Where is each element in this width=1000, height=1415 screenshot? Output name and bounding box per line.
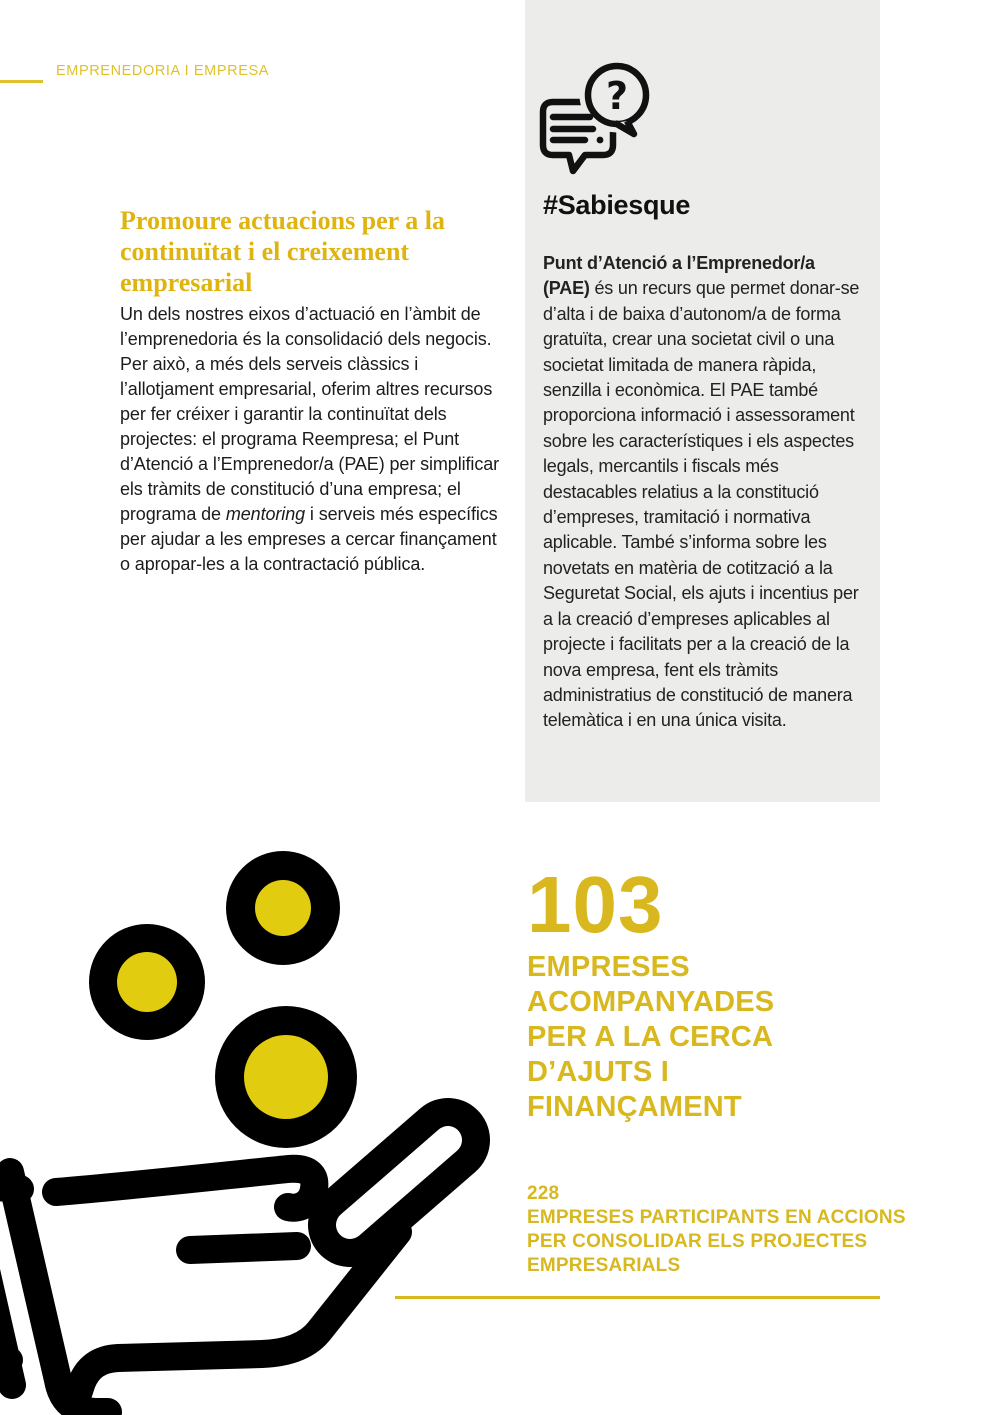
article-body-italic: mentoring bbox=[225, 504, 306, 524]
secondary-stat-value: 228 bbox=[527, 1183, 560, 1204]
article-body bbox=[120, 302, 500, 577]
primary-stat-label: EMPRESES ACOMPANYADES PER A LA CERCA D’AJUTS I FINANÇAMENT bbox=[527, 951, 775, 1123]
hand-with-coins-illustration bbox=[0, 820, 500, 1415]
sidebox-body bbox=[543, 251, 865, 734]
coin-icons bbox=[89, 851, 357, 1148]
article-body-start: Un dels nostres eixos d’actuació en l’àmbit de l’emprenedoria és la consolidació dels negocis. Per això, a més dels serveis clàssics i l’allotjament empresarial, oferim altres recursos per fer créixer i garantir la continuïtat dels projectes: el programa Reempresa; el Punt d’Atenció a l’Emprenedor/a (PAE) per simplificar els tràmits de constitució d’una empresa; el programa de bbox=[120, 304, 500, 524]
chat-question-icon bbox=[535, 52, 665, 187]
svg-text:?: ? bbox=[605, 74, 629, 118]
sidebox-lead-bold: Punt d’Atenció a l’Emprenedor/a (PAE) bbox=[543, 253, 815, 299]
secondary-stat bbox=[527, 1182, 939, 1278]
primary-stat-value: 103 bbox=[527, 860, 664, 949]
sabiesque-box bbox=[525, 0, 880, 802]
section-eyebrow: EMPRENEDORIA I EMPRESA bbox=[56, 63, 270, 79]
sidebox-title: #Sabiesque bbox=[543, 190, 691, 220]
article-body-end: i serveis més específics per ajudar a les empreses a cercar finançament o apropar-les a la contractació pública. bbox=[120, 504, 498, 574]
sidebox-body-text: és un recurs que permet donar-se d’alta i de baixa d’autonom/a de forma gratuïta, crear una societat civil o una societat limitada de manera ràpida, senzilla i econòmica. El PAE també proporciona informació i assessorament sobre les característiques i els aspectes legals, mercantils i fiscals més destacables relatius a la constitució d’empreses, tramitació i normativa aplicable. També s’informa sobre les novetats en matèria de cotització a la Seguretat Social, els ajuts i incentius per a la creació d’empreses aplicables al projecte i facilitats per a la creació de la nova empresa, fent els tràmits administratius de constitució de manera telemàtica i en una única visita. bbox=[543, 278, 860, 731]
secondary-stat-label: EMPRESES PARTICIPANTS EN ACCIONS PER CONSOLIDAR ELS PROJECTES EMPRESARIALS bbox=[527, 1207, 906, 1276]
article-heading: Promoure actuacions per a la continuïtat i el creixement empresarial bbox=[120, 206, 445, 297]
eyebrow-dash bbox=[0, 80, 43, 83]
